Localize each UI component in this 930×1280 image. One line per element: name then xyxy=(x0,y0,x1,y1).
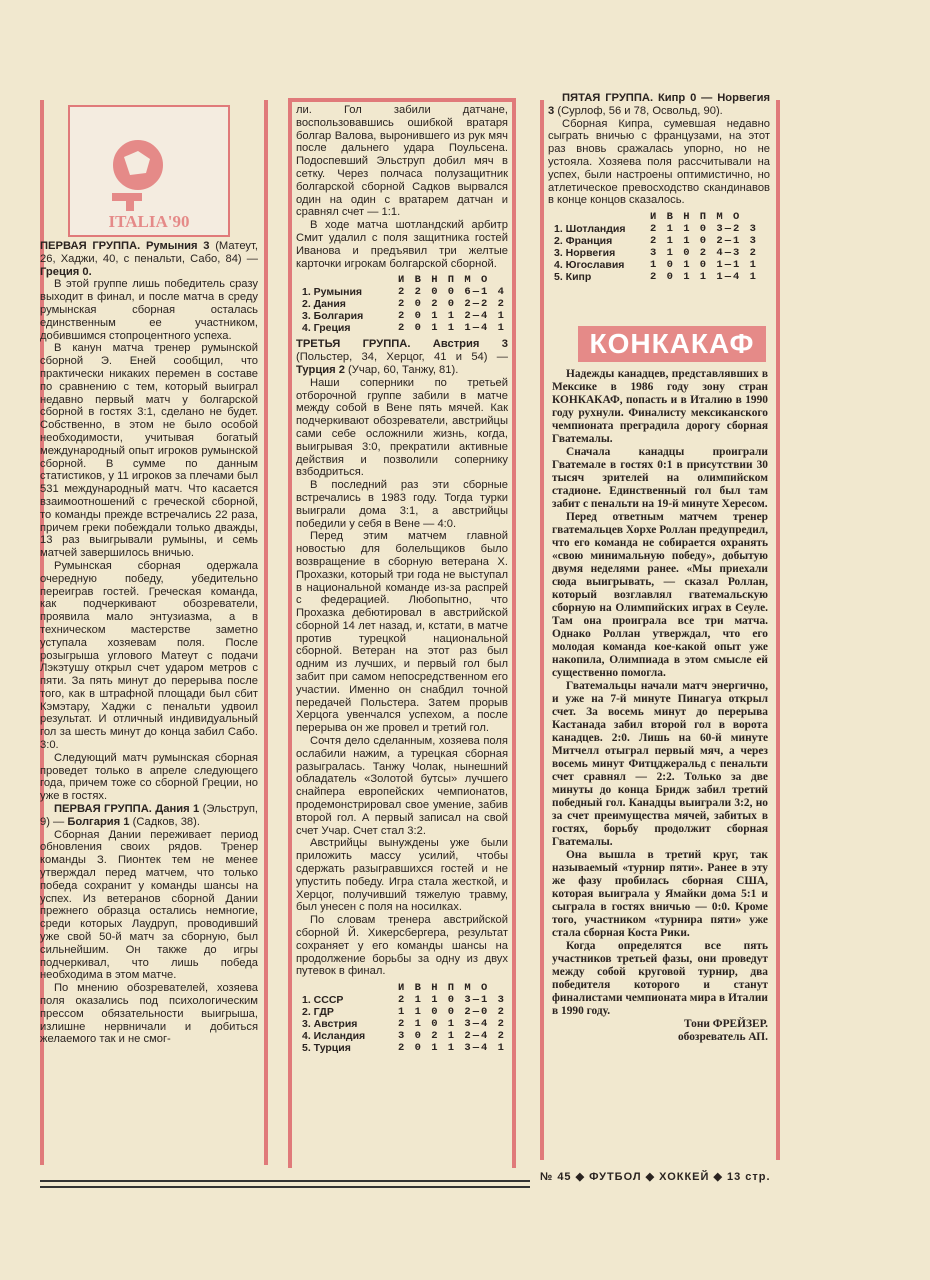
col2-left-rule xyxy=(288,98,292,1168)
italia90-emblem xyxy=(70,107,228,235)
col2-heading-bold: ТРЕТЬЯ ГРУППА. Австрия 3 xyxy=(296,338,508,351)
team-stats: 1 1 0 0 2—0 2 xyxy=(398,1006,506,1019)
table-row xyxy=(300,1042,508,1054)
team-stats: 2 2 0 0 6—1 4 xyxy=(398,286,506,299)
col3-paragraph: Гватемальцы начали матч энергично, и уже на 7-й минуте Пинагуа открыл счет. За восемь минут до перерыва Кастанада забил второй гол в ворота канадцев. 2:0. Лишь на 60-й минуте Митчелл отыграл первый мяч, а через восемь минут Фитцджеральд с пенальти счет сравнял — 2:2. Только за две минуты до конца Бридж забил третий победный гол. Канадцы выиграли 3:2, но за счет преимущества мячей, забитых в гостях, борьбу продолжит сборная Гватемалы. xyxy=(552,680,768,848)
standings-table-group5 xyxy=(552,211,760,283)
team-name: 2. Франция xyxy=(554,235,613,248)
col2-heading-rest: (Польстер, 34, Херцог, 41 и 54) — xyxy=(296,351,508,364)
team-name: 4. Югославия xyxy=(554,259,625,272)
table-row xyxy=(300,1006,508,1018)
standings-table-group3 xyxy=(300,982,508,1054)
col1-paragraph: Сборная Дании переживает период обновления своих рядов. Тренер команды З. Пионтек тем не менее утверждал перед матчем, что только победа сохранит у команды шансы на успех. Из ветеранов сборной Дании прежнего образца остались немногие, среди которых Лаудруп, проводивший уже свой 50-й матч за сборную, был сильнейшим. Он также до игры подчеркивал, что лишь победа необходима в этом матче. xyxy=(40,828,258,982)
col2-paragraph: Австрийцы вынуждены уже были приложить массу усилий, чтобы сдержать разыгравшихся гостей и не упустить победу. Игра стала жесткой, и Херцог, получивший тяжелую травму, был унесен с поля на носилках. xyxy=(296,837,508,914)
table-header: И В Н П М О xyxy=(398,982,490,995)
col3-intro: Надежды канадцев, представлявших в Мексике в 1986 году зону стран КОНКАКАФ, попасть и в Италию в 1990 году рухнули. Финалисту мексиканского чемпионата преградила дорогу сборная Гватемалы. xyxy=(552,368,768,445)
col3-paragraph: Сборная Кипра, сумевшая недавно сыграть вничью с французами, на этот раз вновь сражалась упорно, но не устояла. Хозяева поля рассчитывали на успех, были настроены оптимистично, но атлетическое превосходство скандинавов в конце концов сказалось. xyxy=(548,117,770,207)
col1-heading-rest: Румыния 3 xyxy=(140,240,210,252)
team-name: 1. СССР xyxy=(302,994,344,1007)
table-row xyxy=(552,271,760,283)
table-row xyxy=(552,259,760,271)
col3-paragraph: Она вышла в третий круг, так называемый «турнир пяти». Ранее в эту же фазу пробилась сборная США, которая выиграла у Ямайки дома 5:1 и сыграла в гостях вничью — 0:0. Кроме того, участником «турнира пяти» уже стала сборная Коста Рики. xyxy=(552,849,768,939)
col2-paragraph: ли. Гол забили датчане, воспользовавшись ошибкой вратаря болгар Валова, выронившего из рук мяч после дальнего удара Поульсена. Подоспевший Эльструп добил мяч в сетку. Через полчаса полузащитник болгарской сборной Садков вырвался один на один с вратарем датчан и сравнял счет — 1:1. xyxy=(296,104,508,219)
team-name: 1. Румыния xyxy=(302,286,363,299)
table-row xyxy=(300,1030,508,1042)
team-stats: 1 0 1 0 1—1 1 xyxy=(650,259,758,272)
col1-paragraph: Румынская сборная одержала очередную победу, убедительно переиграв гостей. Греческая команда, как подчеркивают обозреватели, проявила мало энтузиазма, а в техническом мастерстве заметно уступала хозяевам поля. После розыгрыша углового Матеут с подачи Лэкэтушу открыл счет ударом метров с пяти. За пять минут до перерыва после того, как в штрафной площади был сбит Кэмэтару, Хаджи с пенальти удвоил результат. И отличный индивидуальный гол за шесть минут до конца забил Сабо. 3:0. xyxy=(40,559,258,752)
col1-heading2-rest: (Эльструп, 9) — xyxy=(40,803,258,828)
team-stats: 3 0 2 1 2—4 2 xyxy=(398,1030,506,1043)
team-stats: 2 1 1 0 3—1 3 xyxy=(398,994,506,1007)
col2-heading-bold2: Турция 2 xyxy=(296,363,345,376)
team-stats: 3 1 0 2 4—3 2 xyxy=(650,247,758,260)
col3-paragraph: Сначала канадцы проиграли Гватемале в гостях 0:1 в присутствии 30 тысяч зрителей на олимпийском стадионе. Единственный гол был там забит с пенальти на 19-й минуте Хересом. xyxy=(552,446,768,510)
team-stats: 2 1 1 0 3—2 3 xyxy=(650,223,758,236)
team-name: 2. Дания xyxy=(302,298,346,311)
col2-paragraph: По словам тренера австрийской сборной Й. Хикерсбергера, результат сохраняет у его команды шансы на продолжение борьбы за одну из двух путевок в финал. xyxy=(296,914,508,978)
table-row xyxy=(300,1018,508,1030)
team-stats: 2 0 1 1 2—4 1 xyxy=(398,310,506,323)
bottom-rule xyxy=(40,1180,530,1188)
signature: Тони ФРЕЙЗЕР. xyxy=(684,1018,768,1030)
table-row xyxy=(552,235,760,247)
page-footer: № 45 ◆ ФУТБОЛ ◆ ХОККЕЙ ◆ 13 стр. xyxy=(540,1171,771,1183)
col1-paragraph: В канун матча тренер румынской сборной Э. Еней сообщил, что практически никаких перемен в составе по сравнению с тем, который выиграл недавно первый матч у болгарской сборной в гостях 3:1, сделано не будет. Собственно, в этом не было особой необходимости, учитывая богатый международный опыт игроков румынской сборной. В сумме по данным статистиков, у 11 игроков за плечами был 531 международный матч. Что касается взаимоотношений с греческой сборной, то команды прежде встречались 22 раза, причем греки побеждали только дважды, 13 раз выигрывали румыны, и семь матчей завершилось вничью. xyxy=(40,342,258,560)
column-1 xyxy=(40,240,258,1160)
col1-heading-bold: ПЕРВАЯ ГРУППА. xyxy=(40,240,141,252)
col2-paragraph: Сочтя дело сделанным, хозяева поля ослабили нажим, а турецкая сборная разыгралась. Танжу Чолак, нынешний обладатель «Золотой бутсы» лучшего снайпера европейских чемпионатов, продемонстрировал свое умение, забив второй гол. А первый записал на свой счет Учар. Счет стал 3:2. xyxy=(296,735,508,837)
team-name: 1. Шотландия xyxy=(554,223,626,236)
col3-right-rule xyxy=(776,100,780,1160)
col1-heading-2 xyxy=(40,803,258,829)
team-stats: 2 1 1 0 2—1 3 xyxy=(650,235,758,248)
table-row xyxy=(552,223,760,235)
table-header: И В Н П М О xyxy=(650,211,742,224)
team-name: 3. Норвегия xyxy=(554,247,616,260)
col2-paragraph: В последний раз эти сборные встречались в 1983 году. Тогда турки выиграли дома 3:1, а австрийцы победили у себя в Вене — 4:0. xyxy=(296,479,508,530)
col2-heading-tail: (Учар, 60, Танжу, 81). xyxy=(344,363,459,376)
col1-heading-line2-bold: Греция 0. xyxy=(40,265,92,278)
col2-heading xyxy=(296,338,508,376)
col1-paragraph: По мнению обозревателей, хозяева поля оказались под психологическим прессом обязательности выигрыша, излишне нервничали и добиться желаемого так и не смог- xyxy=(40,982,258,1046)
team-name: 5. Турция xyxy=(302,1042,351,1055)
table-row xyxy=(552,247,760,259)
team-stats: 2 0 1 1 3—4 1 xyxy=(398,1042,506,1055)
col1-heading-line2: (Матеут, 26, Хаджи, 40, с пенальти, Сабо, 84) — xyxy=(40,240,258,265)
team-name: 3. Болгария xyxy=(302,310,364,323)
team-stats: 2 0 1 1 1—4 1 xyxy=(650,271,758,284)
col2-paragraph: Наши соперники по третьей отборочной группе забили в матче между собой в Вене пять мячей. Как подчеркивают обозреватели, австрийцы сами себе осложнили жизнь, когда, выигрывая 3:0, прекратили активные действия и позволили сопернику взбодриться. xyxy=(296,376,508,479)
column-2 xyxy=(296,104,508,1168)
col3-heading xyxy=(548,92,770,118)
col3-paragraph: Когда определятся все пять участников третьей фазы, они проведут между собой круговой турнир, два победителя которого и станут финалистами чемпионата мира в Италии в 1990 году. xyxy=(552,940,768,1017)
team-stats: 2 1 0 1 3—4 2 xyxy=(398,1018,506,1031)
standings-table-group1 xyxy=(300,274,508,334)
col3-paragraph: Перед ответным матчем тренер гватемальцев Хорхе Роллан предупредил, что его команда не собирается охранять «свою минимальную победу», добытую двумя неделями ранее. «Мы приехали сюда выигрывать, — сказал Роллан, который возглавлял гватемальскую сборную на Олимпийских играх в Сеуле. Там она проиграла все три матча. Однако Роллан утверждал, что его молодая команда кое-какой опыт уже накопила, Олимпиада в этом смысле ей существенно помогла. xyxy=(552,511,768,679)
table-row xyxy=(300,286,508,298)
col1-right-rule xyxy=(264,100,268,1165)
team-name: 2. ГДР xyxy=(302,1006,334,1019)
italia90-logo xyxy=(68,105,230,237)
col1-heading2-bold2: Болгария 1 xyxy=(67,815,130,828)
col2-paragraph: Перед этим матчем главной новостью для болельщиков было возвращение в сборную ветерана Х. Прохазки, который три года не выступал в национальной команде из-за распрей с федерацией. Любопытно, что Прохазка дебютировал в австрийской сборной 14 лет назад, и, кстати, в матче против турецкой национальной сборной. Ветеран на этот раз был одним из лучших, и первый гол был забит при самом непосредственном его участии. Именно он снабдил точной передачей Польстера. Затем прорыв Херцога увенчался успехом, а после перерыва он же провел и третий гол. xyxy=(296,530,508,735)
col3-heading-rest: (Сурлоф, 56 и 78, Освольд, 90). xyxy=(554,104,723,117)
col3-left-rule xyxy=(540,100,544,1160)
konkakaf-banner: КОНКАКАФ xyxy=(578,326,766,362)
table-row xyxy=(300,994,508,1006)
col2-paragraph: В ходе матча шотландский арбитр Смит удалил с поля защитника гостей Иванова и предъявил три желтые карточки игрокам болгарской сборной. xyxy=(296,219,508,270)
table-row xyxy=(300,322,508,334)
table-row xyxy=(300,310,508,322)
table-header: И В Н П М О xyxy=(398,274,490,287)
col1-paragraph: Следующий матч румынская сборная проведет только в апреле следующего года, причем тоже со сборной Греции, но уже в гостях. xyxy=(40,751,258,803)
team-name: 3. Австрия xyxy=(302,1018,358,1031)
column-3-top xyxy=(548,92,770,320)
table-row xyxy=(300,298,508,310)
col2-top-rule xyxy=(288,98,516,102)
team-name: 5. Кипр xyxy=(554,271,592,284)
column-3-bottom xyxy=(552,368,768,1158)
col1-heading xyxy=(40,240,258,278)
col1-heading2-tail: (Садков, 38). xyxy=(129,815,200,828)
col1-heading2-bold: ПЕРВАЯ ГРУППА. Дания 1 xyxy=(54,803,200,816)
col1-paragraph: В этой группе лишь победитель сразу выходит в финал, и после матча в среду румынская сборная осталась единственным ее участником, добившимся стопроцентного успеха. xyxy=(40,278,258,342)
col2-right-rule xyxy=(512,98,516,1168)
signature-title: обозреватель АП. xyxy=(677,1031,768,1043)
team-stats: 2 0 1 1 1—4 1 xyxy=(398,322,506,335)
logo-text: ITALIA'90 xyxy=(108,212,190,231)
team-name: 4. Исландия xyxy=(302,1030,366,1043)
team-name: 4. Греция xyxy=(302,322,351,335)
team-stats: 2 0 2 0 2—2 2 xyxy=(398,298,506,311)
col3-heading-bold: ПЯТАЯ ГРУППА. Кипр 0 — Норвегия 3 xyxy=(548,92,770,117)
